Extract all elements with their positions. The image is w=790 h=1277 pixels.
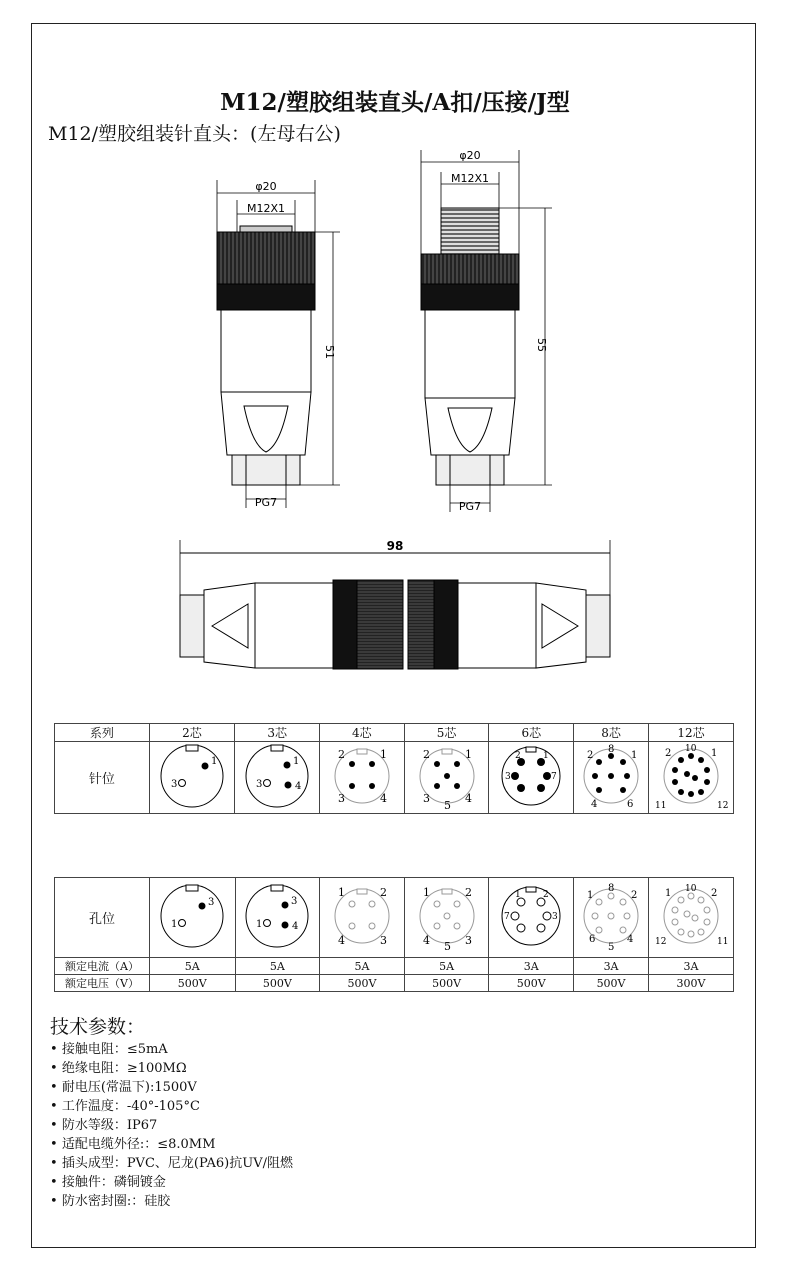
svg-text:3: 3 bbox=[464, 934, 472, 947]
svg-text:4: 4 bbox=[292, 921, 299, 932]
right-thread-label: M12X1 bbox=[450, 172, 490, 185]
assembly-length-label: 98 bbox=[386, 539, 404, 553]
svg-text:8: 8 bbox=[608, 744, 615, 755]
pin-4core-diagram bbox=[320, 742, 405, 814]
hole-4core-diagram bbox=[320, 878, 405, 958]
voltage-3core: 500V bbox=[235, 975, 320, 992]
svg-text:1: 1 bbox=[210, 756, 218, 767]
voltage-5core: 500V bbox=[404, 975, 489, 992]
svg-text:2: 2 bbox=[631, 890, 638, 901]
svg-text:6: 6 bbox=[627, 799, 634, 810]
svg-text:1: 1 bbox=[256, 919, 263, 930]
left-pg-label: PG7 bbox=[254, 496, 278, 509]
pin-3core-diagram bbox=[235, 742, 320, 814]
svg-text:4: 4 bbox=[337, 934, 345, 947]
param-item: • 接触电阻：≤5mA bbox=[50, 1040, 293, 1059]
svg-text:5: 5 bbox=[443, 799, 451, 810]
svg-text:5: 5 bbox=[608, 942, 615, 952]
svg-text:2: 2 bbox=[337, 748, 345, 761]
svg-text:2: 2 bbox=[515, 751, 521, 761]
pin-5core-diagram bbox=[404, 742, 489, 814]
svg-text:2: 2 bbox=[422, 748, 430, 761]
header-2core: 2芯 bbox=[149, 724, 235, 742]
header-8core: 8芯 bbox=[574, 724, 649, 742]
svg-text:5: 5 bbox=[443, 940, 451, 952]
param-item: • 防水密封圈:：硅胶 bbox=[50, 1192, 293, 1211]
page-title: M12/塑胶组装直头/A扣/压接/J型 bbox=[220, 89, 570, 116]
voltage-6core: 500V bbox=[489, 975, 574, 992]
svg-text:1: 1 bbox=[171, 919, 178, 930]
voltage-label: 额定电压（V） bbox=[55, 975, 150, 992]
current-12core: 3A bbox=[649, 958, 734, 975]
hole-12core-diagram bbox=[649, 878, 734, 958]
svg-text:4: 4 bbox=[591, 799, 598, 810]
svg-text:7: 7 bbox=[504, 912, 510, 922]
assembly-drawing bbox=[180, 539, 610, 669]
current-8core: 3A bbox=[574, 958, 649, 975]
param-item: • 耐电压(常温下):1500V bbox=[50, 1078, 293, 1097]
svg-text:4: 4 bbox=[464, 792, 472, 805]
svg-text:1: 1 bbox=[631, 750, 638, 761]
right-connector-drawing bbox=[421, 149, 552, 513]
svg-text:10: 10 bbox=[685, 884, 697, 894]
current-3core: 5A bbox=[235, 958, 320, 975]
param-item: • 防水等级：IP67 bbox=[50, 1116, 293, 1135]
svg-text:1: 1 bbox=[543, 751, 549, 761]
svg-text:2: 2 bbox=[711, 888, 718, 899]
svg-text:3: 3 bbox=[422, 792, 430, 805]
svg-text:4: 4 bbox=[295, 781, 302, 792]
svg-text:1: 1 bbox=[515, 890, 521, 900]
svg-text:1: 1 bbox=[293, 756, 300, 767]
svg-text:11: 11 bbox=[717, 937, 729, 947]
svg-text:1: 1 bbox=[337, 886, 345, 899]
hole-6core-diagram bbox=[489, 878, 574, 958]
header-6core: 6芯 bbox=[489, 724, 574, 742]
hole-row-label: 孔位 bbox=[55, 878, 150, 958]
svg-text:3: 3 bbox=[208, 897, 215, 908]
svg-text:10: 10 bbox=[685, 744, 697, 754]
svg-text:2: 2 bbox=[379, 886, 387, 899]
param-item: • 适配电缆外径:：≤8.0MM bbox=[50, 1135, 293, 1154]
svg-text:3: 3 bbox=[552, 912, 558, 922]
svg-text:2: 2 bbox=[587, 750, 594, 761]
svg-text:1: 1 bbox=[379, 748, 387, 761]
left-diameter-label: φ20 bbox=[255, 180, 277, 193]
left-thread-label: M12X1 bbox=[246, 202, 286, 215]
svg-text:3: 3 bbox=[337, 792, 345, 805]
voltage-2core: 500V bbox=[149, 975, 235, 992]
header-3core: 3芯 bbox=[235, 724, 320, 742]
hole-table bbox=[54, 877, 734, 992]
svg-text:1: 1 bbox=[587, 890, 594, 901]
pin-2core-diagram bbox=[149, 742, 235, 814]
right-length-label: 55 bbox=[535, 338, 548, 352]
svg-text:6: 6 bbox=[589, 934, 596, 945]
right-pg-label: PG7 bbox=[458, 500, 482, 513]
svg-text:2: 2 bbox=[464, 886, 472, 899]
svg-text:7: 7 bbox=[551, 772, 557, 782]
current-2core: 5A bbox=[149, 958, 235, 975]
header-series: 系列 bbox=[55, 724, 150, 742]
voltage-4core: 500V bbox=[320, 975, 405, 992]
hole-2core-diagram bbox=[149, 878, 235, 958]
tech-params-list bbox=[50, 1040, 293, 1211]
svg-text:4: 4 bbox=[422, 934, 430, 947]
param-item: • 绝缘电阻：≥100MΩ bbox=[50, 1059, 293, 1078]
hole-8core-diagram bbox=[574, 878, 649, 958]
svg-text:11: 11 bbox=[655, 801, 667, 810]
pin-12core-diagram bbox=[649, 742, 734, 814]
hole-3core-diagram bbox=[235, 878, 320, 958]
pin-6core-diagram bbox=[489, 742, 574, 814]
svg-text:1: 1 bbox=[665, 888, 672, 899]
voltage-12core: 300V bbox=[649, 975, 734, 992]
param-item: • 插头成型：PVC、尼龙(PA6)抗UV/阻燃 bbox=[50, 1154, 293, 1173]
svg-text:2: 2 bbox=[543, 890, 549, 900]
hole-5core-diagram bbox=[404, 878, 489, 958]
svg-text:4: 4 bbox=[627, 934, 634, 945]
param-item: • 接触件：磷铜镀金 bbox=[50, 1173, 293, 1192]
pin-8core-diagram bbox=[574, 742, 649, 814]
param-item: • 工作温度：-40°-105°C bbox=[50, 1097, 293, 1116]
current-4core: 5A bbox=[320, 958, 405, 975]
svg-text:8: 8 bbox=[608, 883, 615, 894]
svg-text:3: 3 bbox=[505, 772, 511, 782]
svg-text:1: 1 bbox=[422, 886, 430, 899]
current-label: 额定电流（A） bbox=[55, 958, 150, 975]
svg-text:1: 1 bbox=[711, 748, 718, 759]
current-5core: 5A bbox=[404, 958, 489, 975]
current-6core: 3A bbox=[489, 958, 574, 975]
header-5core: 5芯 bbox=[404, 724, 489, 742]
svg-text:12: 12 bbox=[717, 801, 729, 810]
svg-text:4: 4 bbox=[379, 792, 387, 805]
svg-text:1: 1 bbox=[464, 748, 472, 761]
header-4core: 4芯 bbox=[320, 724, 405, 742]
voltage-8core: 500V bbox=[574, 975, 649, 992]
page-subtitle: M12/塑胶组装针直头：(左母右公) bbox=[48, 123, 341, 145]
tech-params-title: 技术参数： bbox=[50, 1016, 146, 1038]
pin-table bbox=[54, 723, 734, 814]
svg-text:3: 3 bbox=[379, 934, 387, 947]
left-length-label: 51 bbox=[323, 345, 336, 359]
svg-text:3: 3 bbox=[291, 896, 298, 907]
svg-text:3: 3 bbox=[170, 779, 178, 790]
svg-text:2: 2 bbox=[665, 748, 672, 759]
right-diameter-label: φ20 bbox=[459, 149, 481, 162]
svg-text:12: 12 bbox=[655, 937, 667, 947]
header-12core: 12芯 bbox=[649, 724, 734, 742]
left-connector-drawing bbox=[217, 180, 340, 509]
svg-text:3: 3 bbox=[256, 779, 263, 790]
pin-row-label: 针位 bbox=[55, 742, 150, 814]
